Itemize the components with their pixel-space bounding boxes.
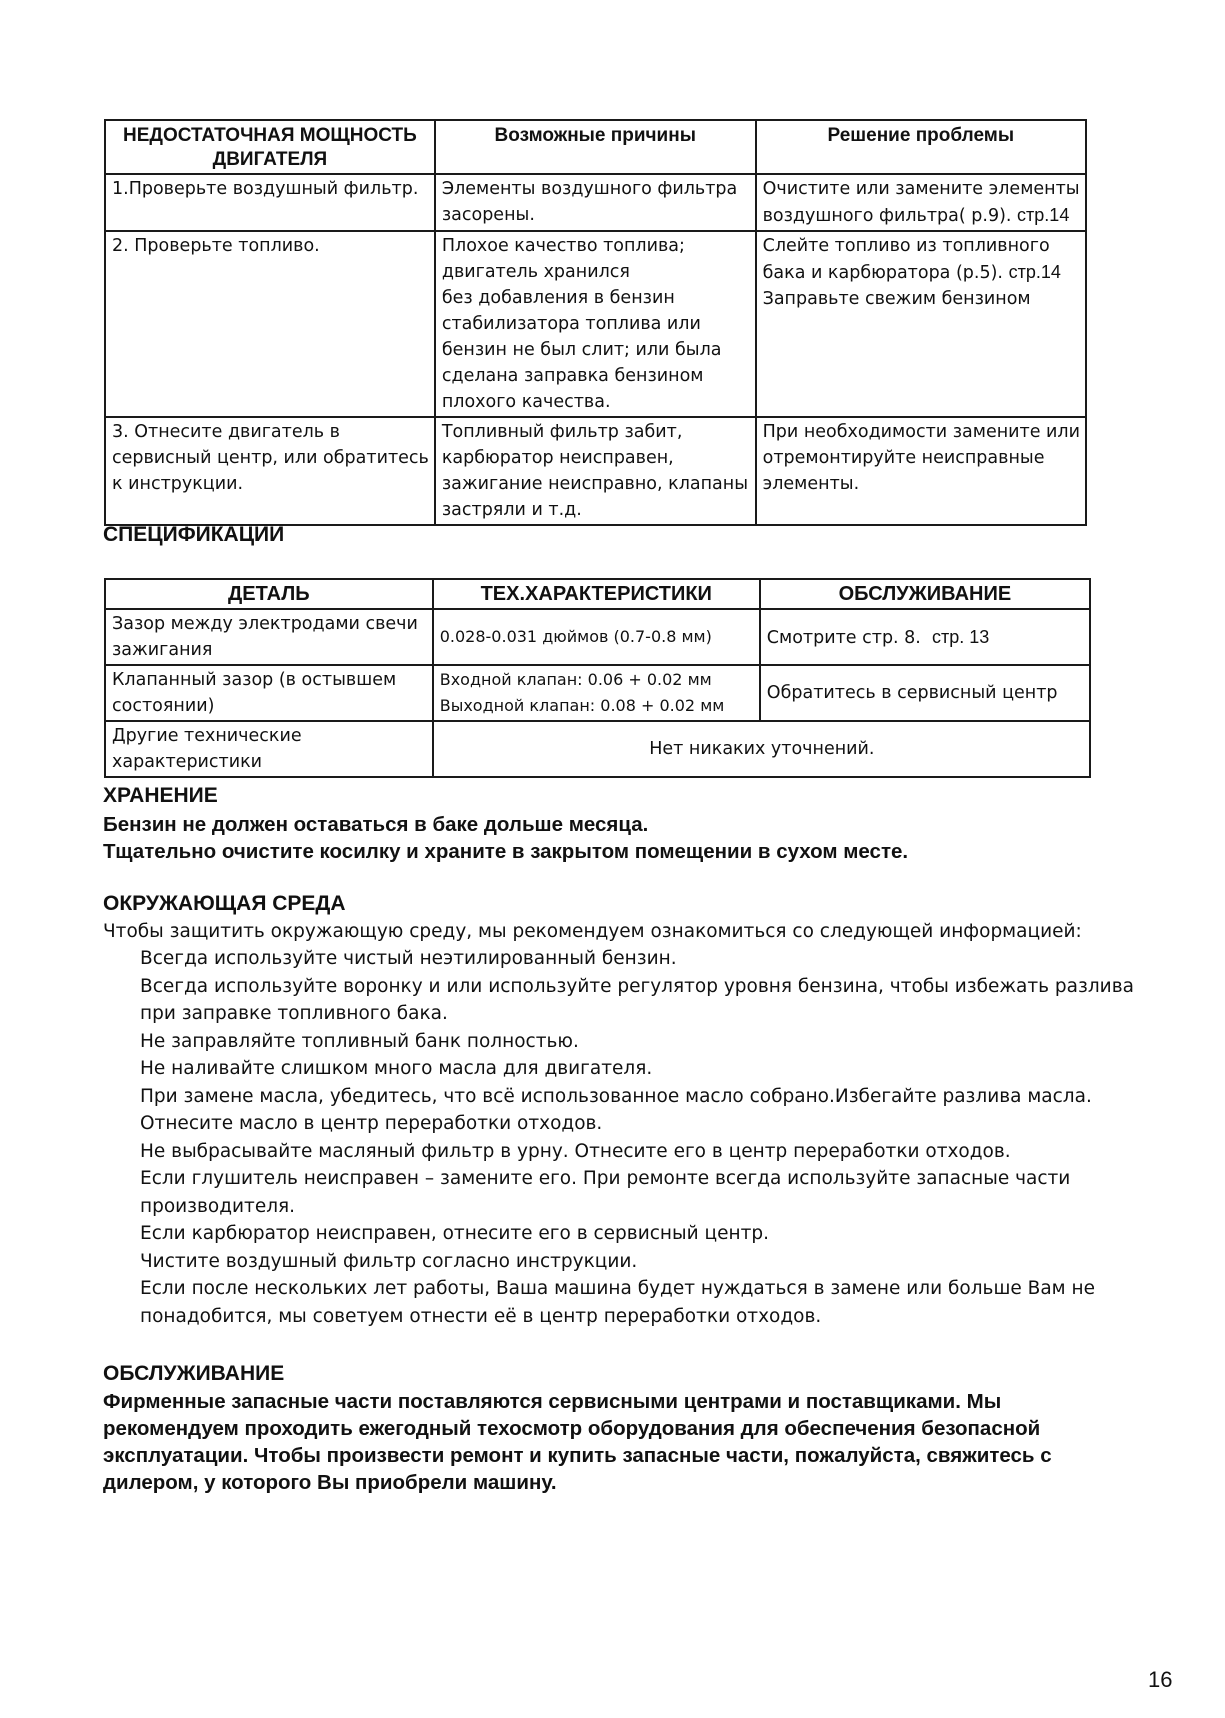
cell-text: Очистите или замените элементы xyxy=(762,179,1080,199)
check-cell xyxy=(105,417,435,525)
causes-cell xyxy=(435,174,756,231)
cell-text: стабилизатора топлива или xyxy=(441,314,701,334)
list-item-text: Отнесите масло в центр переработки отходов. xyxy=(140,1113,603,1134)
cell-text: воздушного фильтра( р.9). xyxy=(762,206,1012,226)
list-item xyxy=(140,1220,1150,1248)
solution-cell xyxy=(756,174,1086,231)
page-number: 16 xyxy=(1148,1667,1173,1692)
maintenance-heading: ОБСЛУЖИВАНИЕ xyxy=(103,1362,285,1385)
list-item-text: Если после нескольких лет работы, Ваша машина будет нуждаться в замене или больше Вам не xyxy=(140,1278,1095,1299)
column-header: НЕДОСТАТОЧНАЯ МОЩНОСТЬ ДВИГАТЕЛЯ xyxy=(105,120,435,174)
part-cell xyxy=(105,665,433,721)
causes-cell xyxy=(435,231,756,417)
storage-text xyxy=(103,811,908,865)
list-item xyxy=(140,1248,1150,1276)
cell-text: состоянии) xyxy=(112,696,215,716)
page-reference: стр.14 xyxy=(1008,262,1061,282)
list-item-text: Всегда используйте воронку и или используйте регулятор уровня бензина, чтобы избежать разлива xyxy=(140,975,1134,997)
cell-text: Плохое качество топлива; xyxy=(441,236,685,256)
cell-text: Заправьте свежим бензином xyxy=(762,289,1031,309)
check-cell xyxy=(105,231,435,417)
column-header: Возможные причины xyxy=(435,120,756,174)
troubleshooting-table xyxy=(104,119,1087,526)
table-row xyxy=(105,665,1090,721)
list-item-text: При замене масла, убедитесь, что всё использованное масло собрано.Избегайте разлива масла. xyxy=(140,1085,1092,1107)
list-item-text: Не заправляйте топливный банк полностью. xyxy=(140,1030,579,1052)
list-item xyxy=(140,1083,1150,1138)
list-item xyxy=(140,945,1150,973)
cell-text-with-ref xyxy=(763,259,1080,286)
column-header: Решение проблемы xyxy=(756,120,1086,174)
column-header: ОБСЛУЖИВАНИЕ xyxy=(760,579,1090,609)
cell-text: При необходимости замените или xyxy=(762,422,1080,442)
storage-line: Тщательно очистите косилку и храните в закрытом помещении в сухом месте. xyxy=(103,840,909,863)
list-item-text: Если карбюратор неисправен, отнесите его в сервисный центр. xyxy=(140,1223,769,1244)
table-header-row xyxy=(105,579,1090,609)
cell-text: зажигание неисправно, клапаны xyxy=(441,474,749,494)
maintenance-line: дилером, у которого Вы приобрели машину. xyxy=(103,1471,557,1494)
cell-text-with-ref xyxy=(767,624,1084,651)
list-item-text: понадобится, мы советуем отнести её в центр переработки отходов. xyxy=(140,1305,822,1327)
table-row xyxy=(105,609,1090,665)
table-row xyxy=(105,721,1090,777)
list-item-text: производителя. xyxy=(140,1195,296,1217)
storage-heading: ХРАНЕНИЕ xyxy=(103,784,218,807)
cell-text: бензин не был слит; или была xyxy=(441,340,722,360)
list-item xyxy=(140,1138,1150,1166)
specifications-table xyxy=(104,578,1091,778)
check-cell xyxy=(105,174,435,231)
cell-text: Элементы воздушного фильтра xyxy=(441,179,738,199)
column-header: ТЕХ.ХАРАКТЕРИСТИКИ xyxy=(433,579,760,609)
environment-heading: ОКРУЖАЮЩАЯ СРЕДА xyxy=(103,892,346,915)
solution-cell xyxy=(756,417,1086,525)
cell-text: отремонтируйте неисправные xyxy=(762,448,1045,468)
table-row xyxy=(105,174,1086,231)
cell-text: Обратитесь в сервисный центр xyxy=(766,683,1058,703)
service-cell xyxy=(760,609,1090,665)
cell-text: карбюратор неисправен, xyxy=(441,448,674,468)
list-item xyxy=(140,1275,1150,1330)
page-reference: стр.14 xyxy=(1017,205,1070,225)
cell-text: засорены. xyxy=(441,205,535,225)
cell-text: Зазор между электродами свечи xyxy=(112,614,418,634)
list-item-text: Не наливайте слишком много масла для двигателя. xyxy=(140,1058,653,1079)
part-cell xyxy=(105,721,433,777)
spec-cell xyxy=(433,665,760,721)
maintenance-text xyxy=(103,1388,1052,1496)
table-header-row xyxy=(105,120,1086,174)
environment-list xyxy=(140,945,1150,1330)
cell-text: к инструкции. xyxy=(112,474,244,494)
spec-cell xyxy=(433,609,760,665)
cell-text: Клапанный зазор (в остывшем xyxy=(112,670,397,690)
cell-text: бака и карбюратора (р.5). xyxy=(762,263,1003,283)
list-item xyxy=(140,1165,1150,1220)
solution-cell xyxy=(756,231,1086,417)
cell-text: характеристики xyxy=(112,752,263,772)
list-item xyxy=(140,1055,1150,1083)
part-cell xyxy=(105,609,433,665)
column-header: ДЕТАЛЬ xyxy=(105,579,433,609)
cell-text: Другие технические xyxy=(112,726,302,746)
cell-text: элементы. xyxy=(762,474,860,494)
cell-text: Выходной клапан: 0.08 + 0.02 мм xyxy=(439,696,725,715)
cell-text: Слейте топливо из топливного xyxy=(762,236,1050,256)
environment-intro: Чтобы защитить окружающую среду, мы рекомендуем ознакомиться со следующей информацией: xyxy=(103,921,1082,942)
cell-text: Топливный фильтр забит, xyxy=(441,422,683,442)
cell-text: Смотрите стр. 8. xyxy=(766,627,921,648)
table-row xyxy=(105,417,1086,525)
maintenance-line: Фирменные запасные части поставляются сервисными центрами и поставщиками. Мы xyxy=(103,1390,1002,1413)
cell-text: Входной клапан: 0.06 + 0.02 мм xyxy=(439,670,712,689)
cell-text: плохого качества. xyxy=(441,392,611,412)
cell-text: двигатель хранился xyxy=(441,262,630,282)
cell-text: сервисный центр, или обратитесь xyxy=(112,448,429,468)
cell-text: 2. Проверьте топливо. xyxy=(112,236,320,256)
cell-text: зажигания xyxy=(112,640,213,660)
list-item xyxy=(140,973,1150,1028)
list-item-text: Чистите воздушный фильтр согласно инструкции. xyxy=(140,1250,638,1272)
list-item-text: при заправке топливного бака. xyxy=(140,1003,448,1024)
list-item-text: Всегда используйте чистый неэтилированный бензин. xyxy=(140,948,677,969)
list-item xyxy=(140,1028,1150,1056)
spec-cell-merged xyxy=(433,721,1090,777)
cell-text-with-ref xyxy=(763,202,1080,229)
cell-text: без добавления в бензин xyxy=(441,288,675,308)
page-reference: стр. 13 xyxy=(932,626,990,647)
list-item-text: Не выбрасывайте масляный фильтр в урну. Отнесите его в центр переработки отходов. xyxy=(140,1140,1011,1162)
cell-text: застряли и т.д. xyxy=(441,500,582,520)
list-item-text: Если глушитель неисправен – замените его. При ремонте всегда используйте запасные части xyxy=(140,1168,1071,1189)
specs-heading: СПЕЦИФИКАЦИИ xyxy=(103,523,285,546)
storage-line: Бензин не должен оставаться в баке дольше месяца. xyxy=(103,813,649,836)
cell-text: 3. Отнесите двигатель в xyxy=(112,422,340,442)
maintenance-line: эксплуатации. Чтобы произвести ремонт и купить запасные части, пожалуйста, свяжитесь с xyxy=(103,1444,1052,1467)
table-row xyxy=(105,231,1086,417)
cell-text: сделана заправка бензином xyxy=(441,366,704,386)
service-cell xyxy=(760,665,1090,721)
cell-text: Нет никаких уточнений. xyxy=(649,739,875,759)
maintenance-line: рекомендуем проходить ежегодный техосмотр оборудования для обеспечения безопасной xyxy=(103,1417,1041,1440)
cell-text: 1.Проверьте воздушный фильтр. xyxy=(112,179,419,199)
cell-text: 0.028-0.031 дюймов (0.7-0.8 мм) xyxy=(439,627,712,646)
causes-cell xyxy=(435,417,756,525)
